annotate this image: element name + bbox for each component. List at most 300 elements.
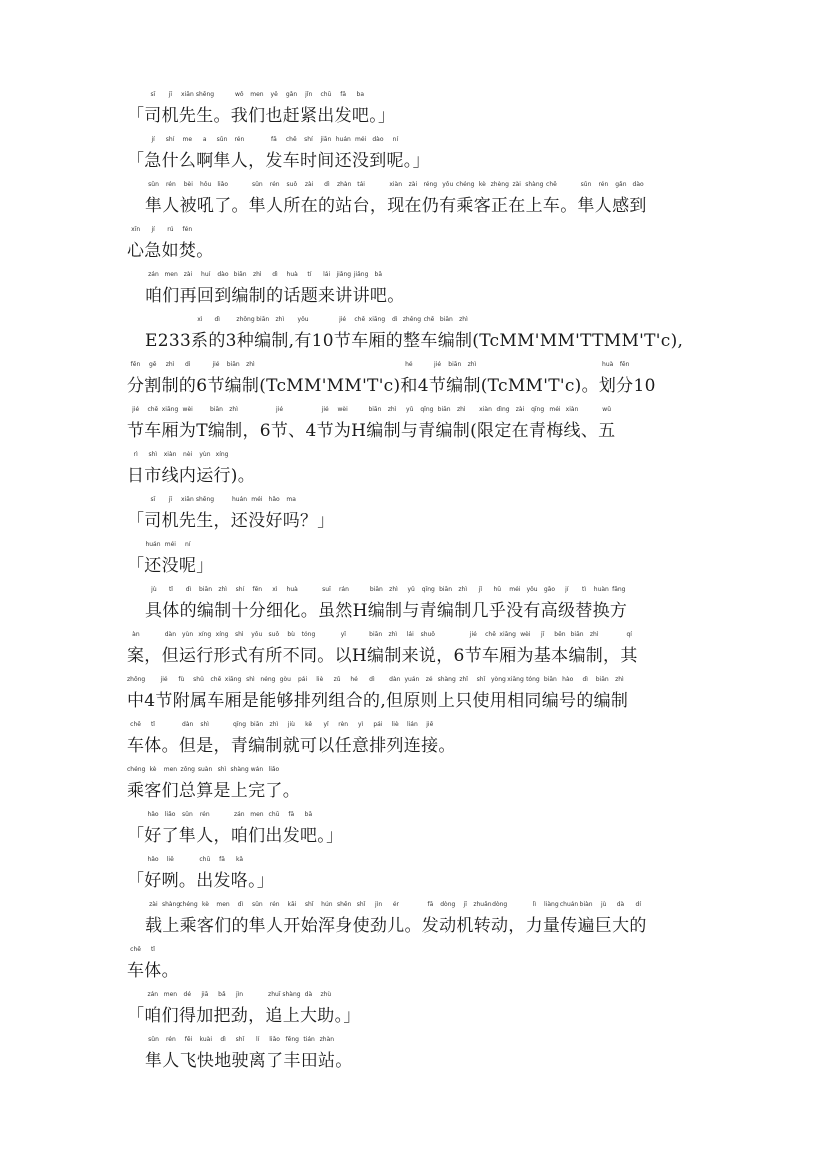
pinyin-annotation: gòu	[279, 676, 291, 683]
pinyin-annotation: dì	[369, 676, 375, 683]
text-line	[127, 631, 707, 666]
pinyin-annotation: néng	[260, 676, 276, 683]
line-text: 案，但运行形式有所不同。以H编制来说，6节车厢为基本编制，其	[127, 646, 638, 666]
pinyin-annotation: zhuǎn	[473, 901, 492, 908]
pinyin-annotation: dào	[632, 181, 644, 188]
pinyin-annotation: shàng	[161, 901, 181, 908]
line-text: 「咱们得加把劲，追上大助。」	[127, 1006, 361, 1026]
pinyin-annotation: zhàn	[336, 181, 352, 188]
pinyin-annotation: zài	[408, 181, 418, 188]
pinyin-annotation: dì	[324, 181, 330, 188]
pinyin-annotation: zhì	[458, 586, 467, 593]
pinyin-annotation: wèi	[520, 631, 531, 638]
pinyin-annotation: biān	[233, 271, 247, 278]
text-line	[127, 676, 707, 711]
pinyin-annotation: gāo	[543, 586, 556, 593]
line-text: E233系的3种编制,有10节车厢的整车编制(TcMM'MM'TTMM'T'c),	[145, 331, 684, 351]
pinyin-annotation: fā	[271, 136, 277, 143]
pinyin-annotation: shàng	[525, 181, 544, 188]
pinyin-annotation: hū	[493, 586, 502, 593]
pinyin-annotation: yùn	[199, 451, 211, 458]
pinyin-annotation: zhǐ	[459, 676, 468, 683]
pinyin-annotation: wǔ	[602, 406, 611, 413]
pinyin-annotation: fēng	[285, 1036, 299, 1043]
pinyin-annotation: shì	[148, 451, 158, 458]
line-text: 车体。	[127, 961, 179, 981]
pinyin-annotation: yě	[270, 91, 278, 98]
pinyin-annotation: xiāng	[368, 316, 386, 323]
line-text: 「急什么啊隼人，发车时间还没到呢。」	[127, 151, 430, 171]
pinyin-annotation: fā	[340, 91, 347, 98]
pinyin-annotation: zài	[149, 901, 158, 908]
pinyin-annotation: fēi	[184, 1036, 193, 1043]
line-text: 「好咧。出发咯。」	[127, 871, 275, 891]
pinyin-annotation: huà	[286, 271, 298, 278]
pinyin-annotation: qīng	[420, 406, 434, 413]
pinyin-annotation: xiāng	[224, 676, 242, 683]
pinyin-annotation: qīng	[232, 721, 247, 728]
pinyin-annotation: sǔn	[216, 136, 228, 143]
pinyin-annotation: men	[164, 271, 178, 278]
pinyin-annotation: suǒ	[286, 181, 298, 188]
pinyin-annotation: ma	[286, 496, 296, 503]
pinyin-annotation: dé	[183, 991, 192, 998]
pinyin-annotation: biān	[209, 406, 223, 413]
pinyin-annotation: biàn	[579, 901, 593, 908]
pinyin-annotation: jié	[276, 406, 284, 413]
pinyin-annotation: zhōng	[127, 676, 146, 683]
pinyin-annotation: kuài	[199, 1036, 212, 1043]
pinyin-annotation: hún	[321, 901, 333, 908]
pinyin-annotation: xì	[197, 316, 203, 323]
pinyin-annotation: xiāng	[161, 406, 179, 413]
pinyin-annotation: dàn	[182, 721, 194, 728]
pinyin-annotation: tóng	[301, 631, 316, 638]
pinyin-annotation: shēn	[336, 901, 352, 908]
pinyin-annotation: jié	[339, 316, 347, 323]
pinyin-annotation: biān	[448, 361, 462, 368]
pinyin-annotation: zhǒng	[236, 316, 255, 323]
pinyin-annotation: shàng	[282, 991, 301, 998]
pinyin-annotation: biān	[369, 631, 383, 638]
pinyin-annotation: jiù	[287, 721, 295, 728]
pinyin-annotation: jiē	[426, 721, 434, 728]
pinyin-annotation: rán	[338, 586, 349, 593]
text-line	[127, 946, 707, 981]
pinyin-annotation: sǔn	[251, 901, 263, 908]
pinyin-annotation: sǔn	[182, 811, 193, 818]
pinyin-annotation: a	[202, 136, 207, 143]
line-text: 心急如焚。	[127, 241, 214, 261]
text-line	[127, 226, 707, 261]
pinyin-annotation: shēng	[195, 496, 215, 503]
pinyin-annotation: jù	[600, 901, 607, 908]
pinyin-annotation: jiān	[320, 136, 332, 143]
pinyin-annotation: pái	[373, 721, 383, 728]
pinyin-annotation: rén	[269, 901, 280, 908]
pinyin-annotation: jí	[151, 136, 155, 143]
pinyin-annotation: chū	[320, 91, 332, 98]
pinyin-annotation: liǎo	[268, 766, 280, 773]
text-line	[127, 856, 707, 891]
text-line	[127, 541, 707, 576]
line-text: 乘客们总算是上完了。	[127, 781, 300, 801]
pinyin-annotation: lì	[532, 901, 537, 908]
pinyin-annotation: liǎo	[217, 181, 229, 188]
pinyin-annotation: dàn	[164, 631, 177, 638]
pinyin-annotation: dì	[272, 271, 278, 278]
text-line	[127, 181, 707, 216]
pinyin-annotation: men	[250, 91, 264, 98]
pinyin-annotation: xīn	[131, 226, 141, 233]
pinyin-annotation: méi	[549, 406, 561, 413]
pinyin-annotation: suī	[322, 586, 331, 593]
pinyin-annotation: rén	[598, 181, 609, 188]
pinyin-annotation: xiàn	[389, 181, 403, 188]
pinyin-annotation: ba	[356, 91, 365, 98]
pinyin-annotation: àn	[132, 631, 140, 638]
pinyin-annotation: sǔn	[148, 181, 159, 188]
pinyin-annotation: zhì	[229, 406, 238, 413]
pinyin-annotation: zhuī	[268, 991, 281, 998]
pinyin-annotation: biān	[369, 586, 383, 593]
text-line	[127, 721, 707, 756]
pinyin-annotation: huán	[145, 541, 161, 548]
text-line	[127, 451, 707, 486]
pinyin-annotation: dì	[185, 586, 192, 593]
pinyin-annotation: dào	[217, 271, 229, 278]
pinyin-annotation: jiǎng	[336, 271, 352, 278]
pinyin-annotation: yòng	[490, 676, 506, 683]
pinyin-annotation: shǐ	[235, 1036, 245, 1043]
pinyin-annotation: zhàn	[319, 1036, 335, 1043]
pinyin-annotation: tǐ	[150, 721, 155, 728]
pinyin-annotation: xiāng	[499, 631, 516, 638]
pinyin-annotation: fā	[219, 856, 225, 863]
pinyin-annotation: dí	[635, 901, 642, 908]
pinyin-annotation: zhì	[589, 631, 599, 638]
pinyin-annotation: rì	[133, 451, 138, 458]
text-line	[127, 586, 707, 621]
pinyin-annotation: gē	[148, 361, 157, 368]
pinyin-annotation: yǒu	[442, 181, 454, 188]
pinyin-annotation: huí	[201, 271, 211, 278]
pinyin-annotation: chē	[546, 181, 557, 188]
pinyin-annotation: tí	[307, 271, 312, 278]
pinyin-annotation: biān	[439, 316, 453, 323]
pinyin-annotation: shàng	[230, 766, 249, 773]
line-text: 咱们再回到编制的话题来讲讲吧。	[145, 286, 405, 306]
pinyin-annotation: jié	[433, 361, 442, 368]
pinyin-annotation: yǔ	[406, 406, 414, 413]
pinyin-annotation: zhì	[388, 631, 398, 638]
pinyin-annotation: kāi	[287, 901, 297, 908]
line-text: 隼人被吼了。隼人所在的站台，现在仍有乘客正在上车。隼人感到	[145, 196, 647, 216]
pinyin-annotation: dì	[214, 316, 220, 323]
pinyin-annotation: liè	[316, 676, 324, 683]
pinyin-annotation: huà	[286, 586, 298, 593]
pinyin-annotation: shàng	[437, 676, 456, 683]
pinyin-annotation: pái	[297, 676, 308, 683]
pinyin-annotation: jié	[132, 406, 140, 413]
pinyin-annotation: chē	[210, 676, 222, 683]
text-line	[127, 766, 707, 801]
pinyin-annotation: dì	[220, 1036, 226, 1043]
pinyin-annotation: biān	[570, 631, 584, 638]
pinyin-annotation: zhì	[389, 586, 398, 593]
pinyin-annotation: jié	[212, 361, 220, 368]
pinyin-annotation: zán	[147, 991, 159, 998]
pinyin-annotation: dì	[237, 901, 244, 908]
pinyin-annotation: jī	[540, 631, 545, 638]
pinyin-annotation: jí	[565, 586, 569, 593]
pinyin-annotation: nèi	[183, 451, 193, 458]
pinyin-annotation: dòng	[492, 901, 508, 908]
pinyin-annotation: sī	[150, 91, 156, 98]
pinyin-annotation: gǎn	[285, 91, 298, 98]
pinyin-annotation: xiān	[181, 91, 194, 98]
line-text: 隼人飞快地驶离了丰田站。	[145, 1051, 353, 1071]
pinyin-annotation: chē	[130, 721, 141, 728]
pinyin-annotation: hé	[350, 676, 358, 683]
pinyin-annotation: hǒu	[200, 181, 212, 188]
pinyin-annotation: sǔn	[580, 181, 592, 188]
pinyin-annotation: qīng	[421, 586, 435, 593]
pinyin-annotation: rú	[167, 226, 174, 233]
pinyin-annotation: hào	[562, 676, 574, 683]
line-text: 载上乘客们的隼人开始浑身使劲儿。发动机转动，力量传遍巨大的	[145, 916, 647, 936]
pinyin-annotation: lí	[255, 1036, 260, 1043]
pinyin-annotation: jié	[321, 406, 329, 413]
pinyin-annotation: tóng	[526, 676, 540, 683]
pinyin-annotation: shǔ	[193, 676, 204, 683]
pinyin-annotation: huà	[602, 361, 614, 368]
pinyin-annotation: jiǎng	[353, 271, 369, 278]
pinyin-annotation: kè	[202, 901, 209, 908]
pinyin-annotation: huán	[335, 136, 351, 143]
pinyin-annotation: méi	[509, 586, 521, 593]
pinyin-annotation: qí	[626, 631, 632, 638]
pinyin-annotation: kè	[478, 181, 486, 188]
line-text: 车体。但是，青编制就可以任意排列连接。	[127, 736, 456, 756]
pinyin-annotation: yì	[358, 721, 364, 728]
pinyin-annotation: zài	[304, 181, 314, 188]
text-line	[127, 136, 707, 171]
pinyin-annotation: biān	[439, 586, 453, 593]
pinyin-annotation: kè	[149, 766, 157, 773]
pinyin-annotation: dàn	[389, 676, 401, 683]
line-text: 「司机先生，还没好吗？」	[127, 511, 335, 531]
pinyin-annotation: yǐ	[340, 631, 346, 638]
pinyin-annotation: jìn	[375, 901, 383, 908]
pinyin-annotation: dà	[616, 901, 625, 908]
pinyin-annotation: chē	[147, 406, 159, 413]
pinyin-annotation: jié	[469, 631, 477, 638]
pinyin-annotation: qīng	[531, 406, 545, 413]
pinyin-annotation: zhì	[456, 406, 466, 413]
pinyin-annotation: chū	[268, 811, 280, 818]
text-line	[127, 1036, 707, 1071]
pinyin-annotation: shǐ	[356, 901, 366, 908]
pinyin-annotation: jī	[168, 91, 173, 98]
pinyin-annotation: dì	[582, 676, 588, 683]
pinyin-annotation: ér	[392, 901, 400, 908]
pinyin-annotation: xiāng	[507, 676, 524, 683]
line-text: 日市线内运行)。	[127, 466, 256, 486]
pinyin-annotation: biān	[256, 316, 270, 323]
pinyin-annotation: dì	[391, 316, 398, 323]
pinyin-annotation: biān	[226, 361, 240, 368]
text-line	[127, 901, 707, 936]
pinyin-annotation: liàng	[544, 901, 559, 908]
pinyin-annotation: wán	[250, 766, 264, 773]
pinyin-annotation: rèn	[338, 721, 349, 728]
pinyin-annotation: jiā	[201, 991, 209, 998]
pinyin-annotation: zhì	[459, 316, 468, 323]
line-text: 「好了隼人，咱们出发吧。」	[127, 826, 344, 846]
pinyin-annotation: fēn	[252, 586, 263, 593]
pinyin-annotation: shì	[217, 766, 227, 773]
pinyin-annotation: tǐ	[168, 586, 173, 593]
pinyin-annotation: dà	[304, 991, 313, 998]
pinyin-annotation: dòng	[440, 901, 456, 908]
pinyin-annotation: jìn	[235, 991, 244, 998]
text-line	[127, 271, 707, 306]
text-line	[127, 406, 707, 441]
pinyin-annotation: zhěng	[402, 316, 422, 323]
pinyin-annotation: me	[182, 136, 193, 143]
pinyin-annotation: zài	[512, 181, 521, 188]
pinyin-annotation: xiān	[181, 496, 194, 503]
pinyin-annotation: huàn	[593, 586, 609, 593]
pinyin-annotation: ní	[392, 136, 399, 143]
pinyin-annotation: xíng	[215, 451, 229, 458]
pinyin-annotation: shǐ	[304, 901, 314, 908]
pinyin-annotation: wèi	[182, 406, 193, 413]
pinyin-annotation: lái	[406, 631, 414, 638]
pinyin-annotation: chē	[423, 316, 435, 323]
pinyin-annotation: zhì	[165, 361, 175, 368]
pinyin-annotation: sǔn	[148, 1036, 159, 1043]
text-line	[127, 991, 707, 1026]
pinyin-annotation: yǐ	[323, 721, 329, 728]
pinyin-annotation: sī	[150, 496, 156, 503]
pinyin-annotation: fāng	[612, 586, 626, 593]
pinyin-annotation: shēng	[195, 91, 215, 98]
pinyin-annotation: zhì	[467, 361, 477, 368]
pinyin-annotation: fén	[182, 226, 193, 233]
pinyin-annotation: fā	[288, 811, 295, 818]
pinyin-annotation: xì	[272, 586, 278, 593]
pinyin-annotation: zhì	[387, 406, 397, 413]
pinyin-annotation: bèi	[183, 181, 193, 188]
pinyin-annotation: hé	[405, 361, 413, 368]
text-line	[127, 496, 707, 531]
pinyin-annotation: biān	[250, 721, 264, 728]
pinyin-annotation: zhì	[218, 586, 227, 593]
pinyin-annotation: gǎn	[615, 181, 627, 188]
pinyin-annotation: zán	[233, 811, 245, 818]
pinyin-annotation: chéng	[127, 766, 146, 773]
pinyin-annotation: bā	[374, 271, 383, 278]
pinyin-annotation: yùn	[182, 631, 194, 638]
pinyin-annotation: xíng	[215, 631, 229, 638]
pinyin-annotation: hǎo	[268, 496, 280, 503]
pinyin-annotation: hǎo	[147, 811, 159, 818]
line-text: 「司机先生。我们也赶紧出发吧。」	[127, 106, 396, 126]
pinyin-annotation: rén	[165, 181, 176, 188]
text-line	[127, 91, 707, 126]
pinyin-annotation: méi	[355, 136, 367, 143]
pinyin-annotation: zài	[183, 271, 193, 278]
pinyin-annotation: chē	[130, 946, 141, 953]
pinyin-annotation: yǒu	[526, 586, 538, 593]
pinyin-annotation: bǎ	[218, 991, 226, 998]
pinyin-annotation: chū	[199, 856, 211, 863]
pinyin-annotation: bā	[304, 811, 313, 818]
pinyin-annotation: liě	[166, 856, 174, 863]
pinyin-annotation: shǐ	[476, 676, 486, 683]
pinyin-annotation: shí	[235, 586, 245, 593]
pinyin-annotation: liǎo	[269, 1036, 280, 1043]
pinyin-annotation: xiàn	[163, 451, 177, 458]
pinyin-annotation: méi	[164, 541, 176, 548]
text-line	[127, 316, 707, 351]
pinyin-annotation: biān	[437, 406, 451, 413]
pinyin-annotation: hǎo	[147, 856, 159, 863]
pinyin-annotation: běn	[554, 631, 566, 638]
pinyin-annotation: liǎo	[164, 811, 176, 818]
pinyin-annotation: jī	[463, 901, 467, 908]
pinyin-annotation: wèi	[337, 406, 348, 413]
text-line	[127, 811, 707, 846]
pinyin-annotation: wǒ	[234, 91, 244, 98]
pinyin-annotation: tián	[303, 1036, 315, 1043]
pinyin-annotation: zhù	[320, 991, 332, 998]
pinyin-annotation: biān	[368, 406, 382, 413]
pinyin-annotation: kǎ	[235, 856, 244, 863]
pinyin-annotation: yǒu	[251, 631, 263, 638]
pinyin-annotation: xíng	[198, 631, 212, 638]
pinyin-annotation: méi	[251, 496, 263, 503]
pinyin-annotation: dìng	[496, 406, 510, 413]
pinyin-annotation: zhì	[252, 271, 262, 278]
pinyin-annotation: jié	[160, 676, 168, 683]
pinyin-annotation: zhèng	[490, 181, 509, 188]
pinyin-annotation: shì	[246, 676, 255, 683]
pinyin-annotation: zǔ	[333, 676, 341, 683]
pinyin-annotation: suǒ	[268, 631, 280, 638]
pinyin-annotation: biān	[595, 676, 609, 683]
pinyin-annotation: dào	[372, 136, 384, 143]
pinyin-annotation: chē	[485, 631, 496, 638]
pinyin-annotation: biān	[199, 586, 213, 593]
pinyin-annotation: rén	[165, 1036, 176, 1043]
document-body	[127, 91, 707, 1094]
pinyin-annotation: yuán	[404, 676, 420, 683]
pinyin-annotation: tái	[357, 181, 365, 188]
pinyin-annotation: jǐn	[305, 91, 313, 98]
pinyin-annotation: chéng	[179, 901, 198, 908]
pinyin-annotation: tǐ	[150, 946, 155, 953]
pinyin-annotation: fā	[427, 901, 434, 908]
pinyin-annotation: jù	[151, 586, 157, 593]
pinyin-annotation: rén	[234, 136, 245, 143]
line-text: 「还没呢」	[127, 556, 214, 576]
pinyin-annotation: zé	[425, 676, 433, 683]
pinyin-annotation: tì	[581, 586, 586, 593]
pinyin-annotation: kě	[305, 721, 313, 728]
